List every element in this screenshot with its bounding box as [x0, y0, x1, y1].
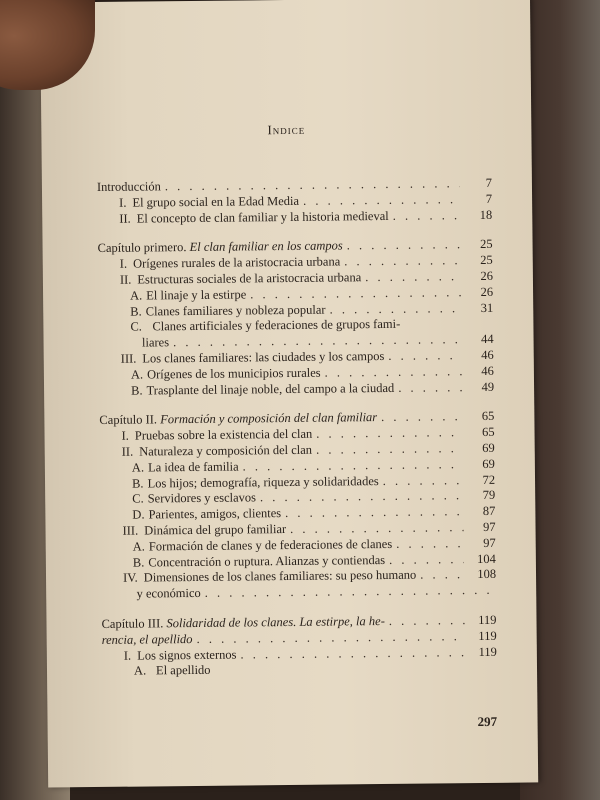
toc-entry: A. Formación de clanes y de federaciones de clanes . . . 97 — [101, 536, 496, 556]
toc-entry: II. El concepto de clan familiar y la historia medieval . . . 18 — [97, 207, 492, 227]
toc-chapter: Capítulo II. Formación y composición del clan familiar . . . 65 — [99, 409, 494, 429]
toc-entry: III. Los clanes familiares: las ciudades y los campos . . . 46 — [99, 348, 494, 368]
toc-entry: I. Pruebas sobre la existencia del clan . . . 65 — [99, 425, 494, 445]
toc-entry: C. Clanes artificiales y federaciones de grupos fami- — [130, 317, 401, 335]
toc-entry: IV. Dimensiones de los clanes familiares: su peso humano . . . 108 — [101, 567, 496, 587]
toc-chapter-continuation: rencia, el apellido . . . 119 — [102, 629, 497, 649]
toc-entry: III. Dinámica del grupo familiar . . . 97 — [100, 520, 495, 540]
table-of-contents — [97, 176, 497, 680]
page-title: Indice — [267, 121, 306, 138]
book-page — [40, 0, 538, 788]
toc-entry: I. Orígenes rurales de la aristocracia urbana . . . 25 — [98, 253, 493, 273]
toc-chapter: Capítulo primero. El clan familiar en los campos . . . 25 — [98, 237, 493, 257]
toc-entry: C. Servidores y esclavos . . . 79 — [100, 488, 495, 508]
toc-entry-continuation: y económico . . . — [101, 583, 496, 603]
toc-entry: II. Naturaleza y composición del clan . . . 69 — [100, 441, 495, 461]
toc-entry: B. Trasplante del linaje noble, del campo a la ciudad . . . 49 — [99, 379, 494, 399]
toc-entry: I. El grupo social en la Edad Media . . . 7 — [97, 192, 492, 212]
page-folio: 297 — [477, 713, 498, 730]
toc-entry: A. El apellido — [133, 663, 211, 678]
toc-chapter: Capítulo III. Solidaridad de los clanes. La estirpe, la he- . . . 119 — [101, 613, 496, 633]
toc-entry: B. Clanes familiares y nobleza popular . . . 31 — [98, 300, 493, 320]
toc-entry: A. Orígenes de los municipios rurales . . . 46 — [99, 364, 494, 384]
toc-entry: A. El linaje y la estirpe . . . 26 — [98, 285, 493, 305]
toc-entry-continuation: liares . . . 44 — [99, 332, 494, 352]
toc-entry: Introducción . . . 7 — [97, 176, 492, 196]
toc-entry: II. Estructuras sociales de la aristocracia urbana . . . 26 — [98, 269, 493, 289]
toc-entry: B. Concentración o ruptura. Alianzas y contiendas . . . 104 — [101, 551, 496, 571]
toc-entry: B. Los hijos; demografía, riqueza y solidaridades . . . 72 — [100, 472, 495, 492]
toc-entry: A. La idea de familia . . . 69 — [100, 457, 495, 477]
toc-entry: D. Parientes, amigos, clientes . . . 87 — [100, 504, 495, 524]
toc-entry: I. Los signos externos . . . 119 — [102, 644, 497, 664]
